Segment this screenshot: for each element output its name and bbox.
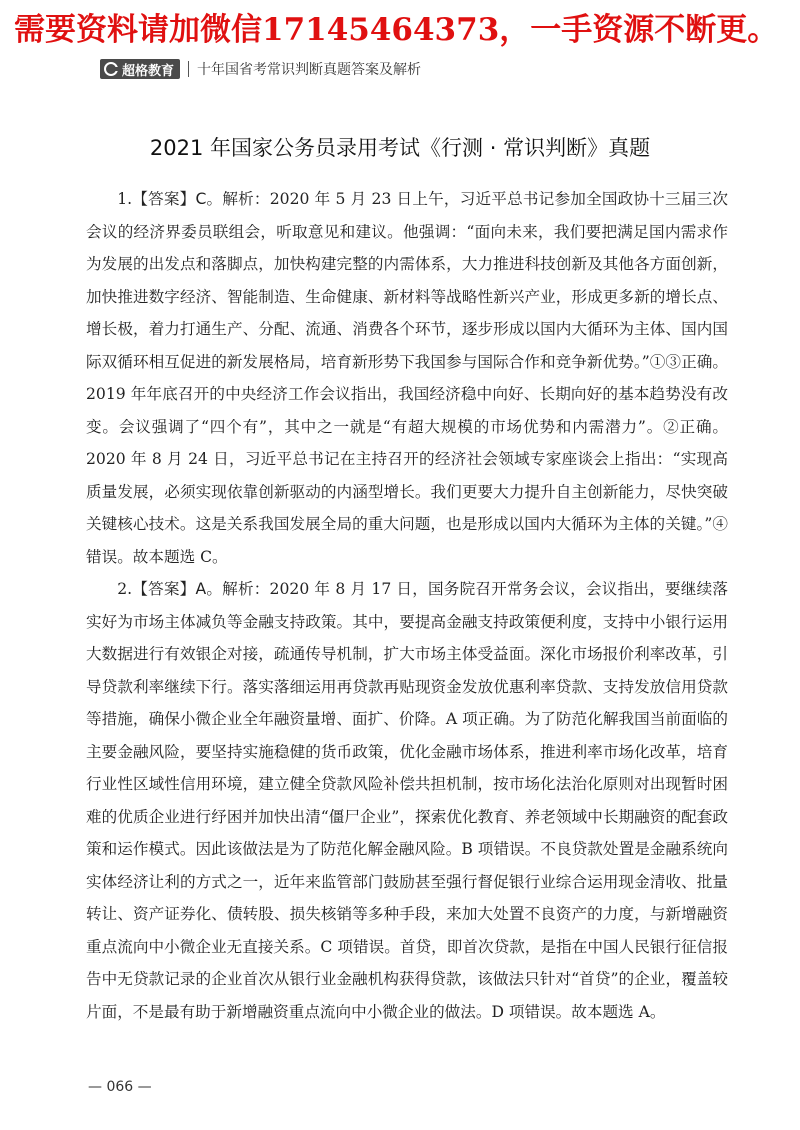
explanation-text: 解析：2020 年 8 月 17 日，国务院召开常务会议，会议指出，要继续落实好为市场主体减负等金融支持政策。其中，要提高金融支持政策便利度，支持中小银行运用大数据进行有效银企对接，疏通传导机制，扩大市场主体受益面。深化市场报价利率改革，引导贷款利率继续下行。落实落细运用再贷款再贴现资金发放优惠利率贷款、支持发放信用贷款等措施，确保小微企业全年融资量增、面扩、价降。A 项正确。为了防范化解我国当前面临的主要金融风险，要坚持实施稳健的货币政策，优化金融市场体系，推进利率市场化改革，培育行业性区域性信用环境，建立健全贷款风险补偿共担机制，按市场化法治化原则对出现暂时困难的优质企业进行纾困并加快出清“僵尸企业”，探索优化教育、养老领域中长期融资的配套政策和运作模式。因此该做法是为了防范化解金融风险。B 项错误。不良贷款处置是金融系统向实体经济让利的方式之一，近年来监管部门鼓励甚至强行督促银行业综合运用现金清收、批量转让、资产证券化、债转股、损失核销等多种手段，来加大处置不良资产的力度，与新增融资重点流向中小微企业无直接关系。C 项错误。首贷，即首次贷款，是指在中国人民银行征信报告中无贷款记录的企业首次从银行业金融机构获得贷款，该做法只针对“首贷”的企业，覆盖较片面，不是最有助于新增融资重点流向中小微企业的做法。D 项错误。故本题选 A。 <box>86 580 728 1021</box>
publisher-logo <box>100 59 180 79</box>
page-number: — 066 — <box>88 1079 152 1095</box>
page-title: 2021 年国家公务员录用考试《行测 · 常识判断》真题 <box>149 136 651 160</box>
question-number: 2. <box>117 580 133 598</box>
promo-banner: 需要资料请加微信17145464373，一手资源不断更。 <box>14 12 779 48</box>
question-2-explanation <box>86 573 728 1028</box>
logo-text: 超格教育 <box>122 63 175 79</box>
header-divider <box>188 61 189 77</box>
question-number: 1. <box>117 190 133 208</box>
question-1-explanation <box>86 183 728 573</box>
answer-value: C。 <box>195 190 223 208</box>
document-body <box>86 183 728 1028</box>
header-title: 十年国省考常识判断真题答案及解析 <box>197 62 422 78</box>
explanation-text: 解析：2020 年 5 月 23 日上午，习近平总书记参加全国政协十三届三次会议的经济界委员联组会，听取意见和建议。他强调：“面向未来，我们要把满足国内需求作为发展的出发点和落脚点，加快构建完整的内需体系，大力推进科技创新及其他各方面创新，加快推进数字经济、智能制造、生命健康、新材料等战略性新兴产业，形成更多新的增长点、增长极，着力打通生产、分配、流通、消费各个环节，逐步形成以国内大循环为主体、国内国际双循环相互促进的新发展格局，培育新形势下我国参与国际合作和竞争新优势。”①③正确。2019 年年底召开的中央经济工作会议指出，我国经济稳中向好、长期向好的基本趋势没有改变。会议强调了“四个有”，其中之一就是“有超大规模的市场优势和内需潜力”。②正确。2020 年 8 月 24 日，习近平总书记在主持召开的经济社会领域专家座谈会上指出：“实现高质量发展，必须实现依靠创新驱动的内涵型增长。我们更要大力提升自主创新能力，尽快突破关键核心技术。这是关系我国发展全局的重大问题，也是形成以国内大循环为主体的关键。”④错误。故本题选 C。 <box>86 190 728 566</box>
answer-label: 【答案】 <box>132 190 196 208</box>
running-header <box>100 58 421 80</box>
logo-c-icon <box>104 62 118 76</box>
answer-value: A。 <box>195 580 223 598</box>
answer-label: 【答案】 <box>132 580 196 598</box>
